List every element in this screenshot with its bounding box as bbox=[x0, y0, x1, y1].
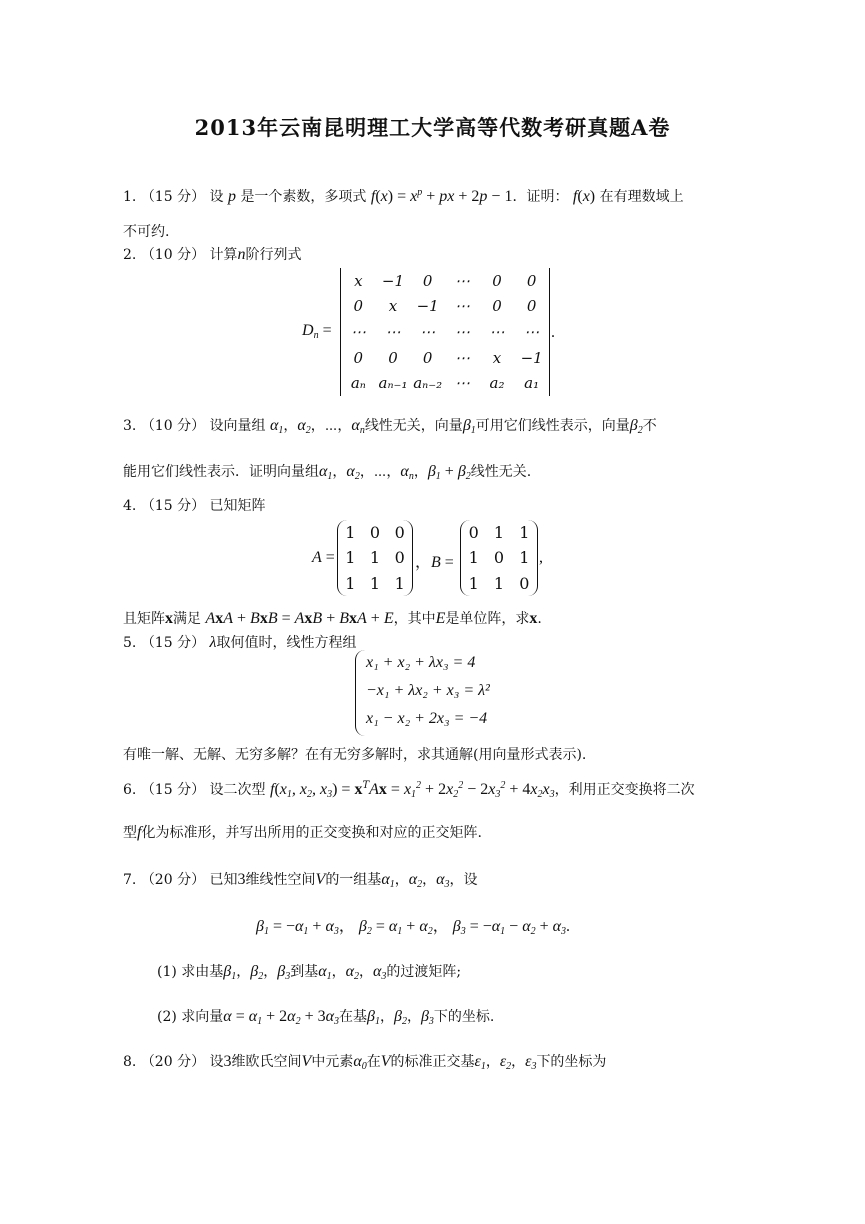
determinant-cell-3-4: x bbox=[492, 348, 502, 367]
determinant-cell-4-2: aₙ₋₂ bbox=[413, 374, 443, 393]
page-title: 2013年云南昆明理工大学高等代数考研真题A卷 bbox=[194, 115, 671, 140]
determinant-cell-0-3: ⋯ bbox=[454, 271, 470, 290]
question-2: 2. （10 分） 计算n阶行列式 bbox=[123, 246, 302, 263]
question-4-line-2: 且矩阵x满足 AxA + BxB = AxB + BxA + E，其中E是单位阵，求x. bbox=[123, 610, 542, 627]
matrix-b-cell-0-2: 1 bbox=[519, 523, 530, 543]
question-5-line-2: 有唯一解、无解、无穷多解？在有无穷多解时，求其通解(用向量形式表示). bbox=[123, 747, 587, 763]
matrix-a-cell-0-2: 0 bbox=[394, 523, 405, 543]
matrix-a-cell-1-2: 0 bbox=[394, 548, 405, 568]
determinant-cell-1-3: ⋯ bbox=[454, 297, 470, 316]
question-5: 5. （15 分） λ取何值时，线性方程组 bbox=[123, 634, 357, 651]
question-7-part-2: (2) 求向量$\alpha = \alpha_1 + 2\alpha_2 + 3\alpha_3$在基$\beta_1$，$\beta_2$，$\beta_3$下的坐标. bbox=[157, 1008, 495, 1027]
determinant-cell-0-2: 0 bbox=[422, 271, 433, 290]
matrix-a bbox=[337, 520, 413, 596]
determinant-cell-1-1: x bbox=[388, 297, 398, 316]
matrix-a-cell-2-0: 1 bbox=[345, 573, 356, 593]
equation-3: x₁ − x₂ + 2x₃ = −4 bbox=[366, 710, 488, 727]
matrix-b-cell-2-1: 1 bbox=[493, 573, 505, 593]
determinant-matrix bbox=[340, 268, 550, 396]
determinant-cell-2-1: ⋯ bbox=[385, 322, 401, 341]
matrix-b-cell-0-1: 1 bbox=[493, 523, 505, 543]
exam-page: 2013年云南昆明理工大学高等代数考研真题A卷 1. （15 分） 设 p 是一个素数，多项式 $f(x) = x^p$ + px + 2p − 1．证明： f(x) 在有理数域上 不可约. 2. （10 分） 计算n阶行列式 $D_n$ = x −1 0 ⋯ 0 0 0 x −1 ⋯ 0 0 ⋯ ⋯ ⋯ ⋯ ⋯ ⋯ 0 0 0 ⋯ x −1 aₙ aₙ₋₁ aₙ₋₂ ⋯ a₂ a₁ . 3. （10 分） 设向量组 $\alpha_1$，$\alpha_2$，⋯，$\alpha_n$线性无关，向量$\beta_1$可用它们线性表示，向量$\beta_2$不 能用它们线性表示．证明向量组$\alpha_1$，$\alpha_2$，⋯，$\alpha_n$，$\beta_1 + \beta_2$线性无关. 4. （15 分） 已知矩阵 A = 1 0 0 1 1 0 1 1 1 ，B = 0 1 1 1 0 1 1 1 0 , 且矩阵x满足 AxA + BxB = AxB + BxA + E，其中E是单位阵，求x. 5. （15 分） λ取何值时，线性方程组 x₁ + x₂ + λx₃ = 4 −x₁ + λx₂ + x₃ = λ² x₁ − x₂ + 2x₃ = −4 有唯一解、无解、无穷多解？在有无穷多解时，求其通解(用向量形式表示). 6. （15 分） 设二次型 $f(x_1$, $x_2$, $x_3) = x^TAx = x_1^2 + 2x_2^2 - 2x_3^2 + 4x_2x_3$，利用正交变换将二次 型f化为标准形，并写出所用的正交变换和对应的正交矩阵. 7. （20 分） 已知3维线性空间V的一组基$\alpha_1$，$\alpha_2$，$\alpha_3$，设 $\beta_1 = -\alpha_1 + \alpha_3$， $\beta_2 = \alpha_1 + \alpha_2$， $\beta_3 = -\alpha_1 - \alpha_2 + \alpha_3$. (1) 求由基$\beta_1$，$\beta_2$，$\beta_3$到基$\alpha_1$，$\alpha_2$，$\alpha_3$的过渡矩阵; (2) 求向量$\alpha = \alpha_1 + 2\alpha_2 + 3\alpha_3$在基$\beta_1$，$\beta_2$，$\beta_3$下的坐标. 8. （20 分） 设3维欧氏空间V中元素$\alpha_0$在V的标准正交基$\varepsilon_1$，$\varepsilon_2$，$\varepsilon_3$下的坐标为 bbox=[0, 0, 865, 1224]
determinant-cell-1-5: 0 bbox=[526, 297, 537, 316]
matrix-b-cell-0-0: 0 bbox=[468, 523, 479, 543]
determinant-cell-4-5: a₁ bbox=[524, 374, 540, 393]
matrix-b-cell-1-2: 1 bbox=[519, 548, 530, 568]
question-6-line-2: 型f化为标准形，并写出所用的正交变换和对应的正交矩阵. bbox=[123, 824, 482, 841]
equation-2: −x₁ + λx₂ + x₃ = λ² bbox=[366, 682, 490, 699]
matrix-b-cell-2-2: 0 bbox=[519, 573, 530, 593]
determinant-cell-4-4: a₂ bbox=[489, 374, 505, 393]
question-1-line-2: 不可约. bbox=[123, 224, 170, 240]
matrix-b bbox=[460, 520, 538, 596]
determinant-cell-2-0: ⋯ bbox=[350, 322, 366, 341]
determinant-cell-3-0: 0 bbox=[353, 348, 364, 367]
question-3: 3. （10 分） 设向量组 $\alpha_1$，$\alpha_2$，⋯，$\alpha_n$线性无关，向量$\beta_1$可用它们线性表示，向量$\beta_2$不 bbox=[123, 417, 657, 436]
matrix-a-cell-0-1: 0 bbox=[369, 523, 381, 543]
matrix-b-cell-1-1: 0 bbox=[493, 548, 505, 568]
question-7-part-1: (1) 求由基$\beta_1$，$\beta_2$，$\beta_3$到基$\alpha_1$，$\alpha_2$，$\alpha_3$的过渡矩阵; bbox=[157, 963, 462, 982]
question-3-line-2: 能用它们线性表示．证明向量组$\alpha_1$，$\alpha_2$，⋯，$\alpha_n$，$\beta_1 + \beta_2$线性无关. bbox=[123, 463, 532, 482]
matrix-b-cell-1-0: 1 bbox=[468, 548, 479, 568]
determinant-cell-4-0: aₙ bbox=[350, 374, 366, 393]
determinant-cell-2-3: ⋯ bbox=[454, 322, 470, 341]
determinant-cell-3-2: 0 bbox=[422, 348, 433, 367]
question-7: 7. （20 分） 已知3维线性空间V的一组基$\alpha_1$，$\alpha_2$，$\alpha_3$，设 bbox=[123, 871, 478, 890]
matrix-a-cell-0-0: 1 bbox=[345, 523, 356, 543]
basis-relations: $\beta_1 = -\alpha_1 + \alpha_3$， $\beta_2 = \alpha_1 + \alpha_2$， $\beta_3 = -\alpha_1 - \alpha_2 + \alpha_3$. bbox=[256, 918, 571, 937]
determinant-cell-2-5: ⋯ bbox=[524, 322, 540, 341]
question-8: 8. （20 分） 设3维欧氏空间V中元素$\alpha_0$在V的标准正交基$\varepsilon_1$，$\varepsilon_2$，$\varepsilon_3$下的坐标为 bbox=[123, 1053, 607, 1072]
determinant-cell-0-1: −1 bbox=[381, 271, 405, 290]
determinant-cell-1-4: 0 bbox=[492, 297, 502, 316]
determinant-cell-4-1: aₙ₋₁ bbox=[378, 374, 408, 393]
matrix-a-cell-1-0: 1 bbox=[345, 548, 356, 568]
question-6: 6. （15 分） 设二次型 $f(x_1$, $x_2$, $x_3) = x^TAx = x_1^2 + 2x_2^2 - 2x_3^2 + 4x_2x_3$，利用正交变换将二次 bbox=[123, 780, 695, 800]
determinant-cell-3-1: 0 bbox=[388, 348, 398, 367]
determinant-cell-1-2: −1 bbox=[416, 297, 439, 316]
matrix-a-cell-1-1: 1 bbox=[369, 548, 381, 568]
determinant-cell-3-5: −1 bbox=[520, 348, 543, 367]
determinant-cell-3-3: ⋯ bbox=[454, 348, 470, 367]
determinant-lhs: $D_n$ = bbox=[302, 322, 332, 341]
matrix-b-cell-2-0: 1 bbox=[468, 573, 479, 593]
matrix-a-cell-2-1: 1 bbox=[369, 573, 381, 593]
determinant-cell-0-4: 0 bbox=[492, 271, 502, 290]
determinant-cell-0-5: 0 bbox=[526, 271, 537, 290]
determinant-cell-2-4: ⋯ bbox=[489, 322, 505, 341]
determinant-cell-4-3: ⋯ bbox=[454, 374, 470, 393]
question-4: 4. （15 分） 已知矩阵 bbox=[123, 498, 266, 514]
determinant-cell-0-0: x bbox=[354, 271, 363, 290]
determinant-cell-2-2: ⋯ bbox=[420, 322, 436, 341]
determinant-cell-1-0: 0 bbox=[353, 297, 364, 316]
matrix-a-cell-2-2: 1 bbox=[394, 573, 405, 593]
question-1: 1. （15 分） 设 p 是一个素数，多项式 $f(x) = x^p$ + px + 2p − 1．证明： f(x) 在有理数域上 bbox=[123, 187, 684, 205]
equation-brace bbox=[355, 650, 366, 736]
equation-1: x₁ + x₂ + λx₃ = 4 bbox=[366, 654, 476, 671]
